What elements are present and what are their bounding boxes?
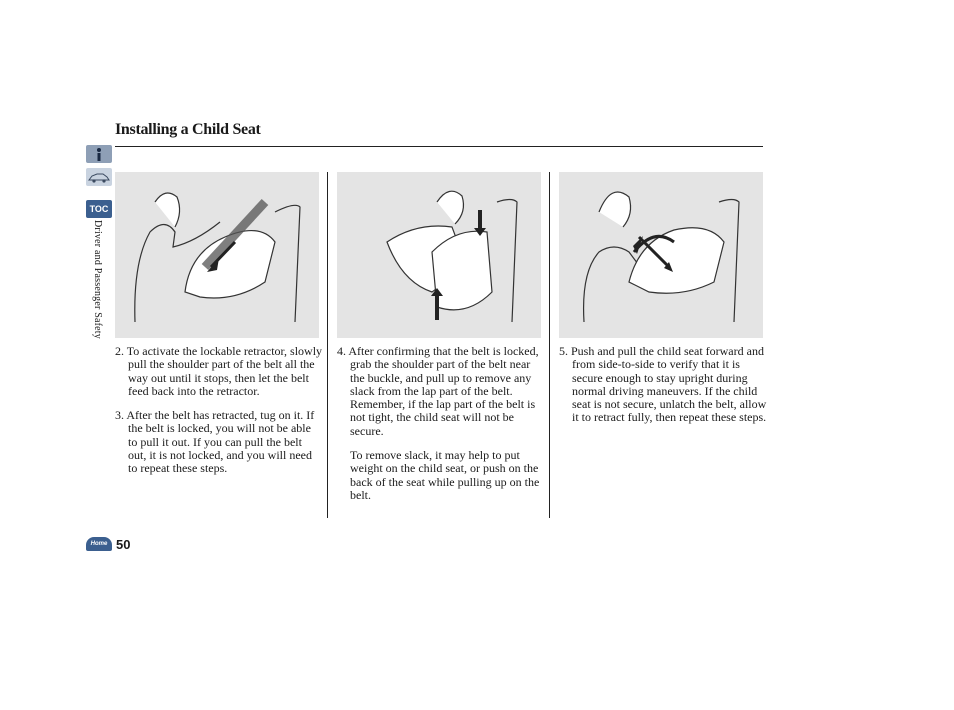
page-number: 50 [116,537,131,552]
vehicle-index-button[interactable] [86,168,112,186]
step-3-text: 3. After the belt has retracted, tug on it. If the belt is locked, you will not be able to pull it out. If you can pull the belt out, it is not locked, and you will need to repeat these steps. [115,408,315,476]
column-divider [549,172,550,518]
home-button[interactable]: Home [86,537,112,551]
info-button[interactable] [86,145,112,163]
car-icon [86,168,112,186]
illustration-step-5 [559,172,763,338]
step-2-text: 2. To activate the lockable retractor, slowly pull the shoulder part of the belt all the way out until it stops, then let the belt feed back into the retractor. [115,344,323,398]
toc-button[interactable]: TOC [86,200,112,218]
info-icon [86,145,112,163]
page-title: Installing a Child Seat [115,121,261,138]
illustration-step-2 [115,172,319,338]
illustration-step-4 [337,172,541,338]
column-1 [115,345,323,487]
slack-tip-text: To remove slack, it may help to put weight on the child seat, or push on the back of the seat while pulling up on the belt. [350,448,540,502]
step-4-text: 4. After confirming that the belt is locked, grab the shoulder part of the belt near the buckle, and pull up to remove any slack from the lap part of the belt. Remember, if the lap part of the belt is not tight, the child seat will not be secure. [337,344,539,438]
column-3 [559,345,767,436]
title-divider [115,146,763,147]
column-2 [337,345,545,502]
column-divider [327,172,328,518]
step-5-text: 5. Push and pull the child seat forward and from side-to-side to verify that it is secure enough to stay upright during normal driving maneuvers. If the child seat is not secure, unlatch the belt, allow it to retract fully, then repeat these steps. [559,344,767,425]
section-label: Driver and Passenger Safety [92,220,103,339]
